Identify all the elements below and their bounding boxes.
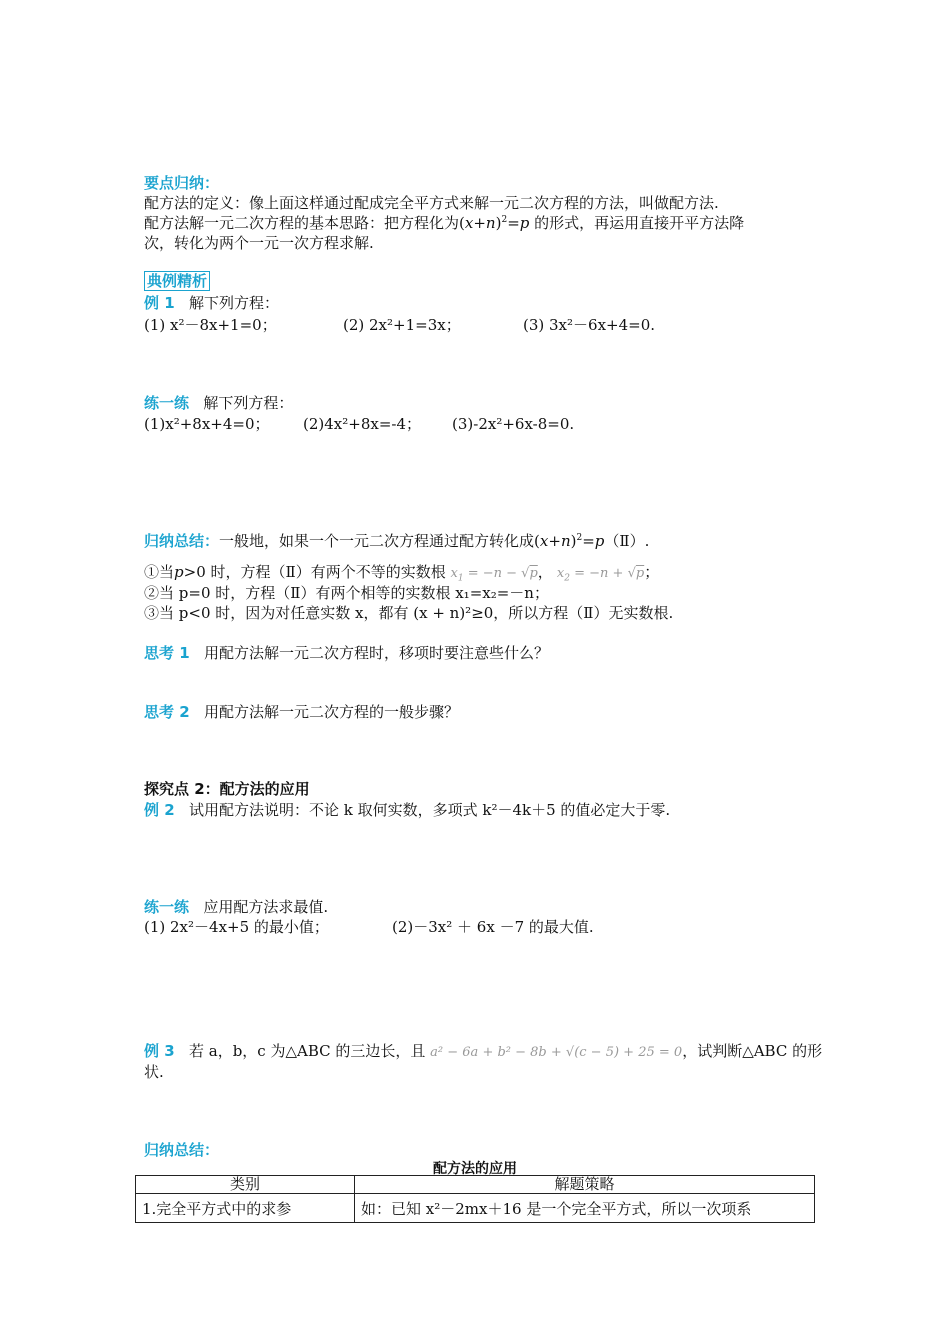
examples-section-label: 典例精析 bbox=[144, 271, 210, 291]
example-3-line-2: 状. bbox=[144, 1063, 164, 1081]
example-1-label: 例 1 bbox=[144, 294, 175, 312]
example-3-line: 例 3 若 a，b，c 为△ABC 的三边长，且 a² − 6a + b² − 8b + √(c − 5) + 25 = 0，试判断△ABC 的形 bbox=[144, 1042, 823, 1060]
example-1-item-1: (1) x²－8x+1=0； bbox=[144, 316, 277, 334]
table-row bbox=[136, 1194, 815, 1223]
table-header-strategy: 解题策略 bbox=[355, 1176, 815, 1194]
summary-2-label: 归纳总结： bbox=[144, 1141, 220, 1159]
root-x2-formula: $x_2 = -n + √p$ bbox=[552, 566, 645, 584]
table-cell-strategy: 如：已知 x²－2mx＋16 是一个完全平方式，所以一次项系 bbox=[355, 1194, 815, 1223]
practice-1-line: 练一练 解下列方程： bbox=[144, 394, 294, 412]
practice-1-item-2: (2)4x²+8x=-4； bbox=[303, 415, 422, 433]
application-table bbox=[135, 1175, 815, 1223]
table-header-row bbox=[136, 1176, 815, 1194]
example-2: 例 2 试用配方法说明：不论 k 取何实数，多项式 k²－4k＋5 的值必定大于零. bbox=[144, 801, 671, 819]
key-points-heading: 要点归纳： bbox=[144, 174, 220, 192]
think-1: 思考 1 用配方法解一元二次方程时，移项时要注意些什么？ bbox=[144, 644, 549, 662]
example-3-equation: a² − 6a + b² − 8b + √(c − 5) + 25 = 0 bbox=[430, 1045, 683, 1060]
case-1: ①当p>0 时，方程（Ⅱ）有两个不等的实数根 $x_1 = -n - √p$， $x_2 = -n + √p$； bbox=[144, 563, 660, 584]
method-definition: 配方法的定义：像上面这样通过配成完全平方式来解一元二次方程的方法，叫做配方法. bbox=[144, 194, 719, 212]
case-2: ②当 p=0 时，方程（Ⅱ）有两个相等的实数根 x₁=x₂=－n； bbox=[144, 584, 549, 602]
table-caption: 配方法的应用 bbox=[433, 1161, 517, 1177]
example-1-item-2: (2) 2x²+1=3x； bbox=[343, 316, 461, 334]
root-x1-formula: $x_1 = -n - √p$ bbox=[450, 566, 538, 584]
think-2: 思考 2 用配方法解一元二次方程的一般步骤？ bbox=[144, 703, 459, 721]
practice-1-label: 练一练 bbox=[144, 394, 190, 412]
practice-2-line: 练一练 应用配方法求最值. bbox=[144, 898, 329, 916]
example-1-line: 例 1 解下列方程： bbox=[144, 294, 279, 312]
section-2-title: 探究点 2：配方法的应用 bbox=[144, 780, 310, 798]
summary-line: 归纳总结：一般地，如果一个一元二次方程通过配方转化成$(x+n)^2=p(Ⅱ)$. bbox=[144, 532, 650, 550]
example-1-item-3: (3) 3x²－6x+4=0. bbox=[523, 316, 656, 334]
practice-1-item-3: (3)-2x²+6x-8=0. bbox=[452, 415, 575, 433]
table-header-category: 类别 bbox=[136, 1176, 355, 1194]
method-idea-line: 配方法解一元二次方程的基本思路：把方程化为$(x+n)^2=p$ 的形式，再运用直接开平方法降 bbox=[144, 214, 745, 232]
method-idea-line-2: 次，转化为两个一元一次方程求解. bbox=[144, 234, 374, 252]
case-3: ③当 p<0 时，因为对任意实数 x，都有 (x + n)²≥0，所以方程（Ⅱ）无实数根. bbox=[144, 604, 674, 622]
practice-2-item-2: (2)－3x² ＋ 6x －7 的最大值. bbox=[392, 918, 594, 936]
summary-label: 归纳总结： bbox=[144, 532, 220, 550]
table-cell-category: 1.完全平方式中的求参 bbox=[136, 1194, 355, 1223]
practice-1-item-1: (1)x²+8x+4=0； bbox=[144, 415, 270, 433]
practice-2-item-1: (1) 2x²－4x+5 的最小值； bbox=[144, 918, 329, 936]
